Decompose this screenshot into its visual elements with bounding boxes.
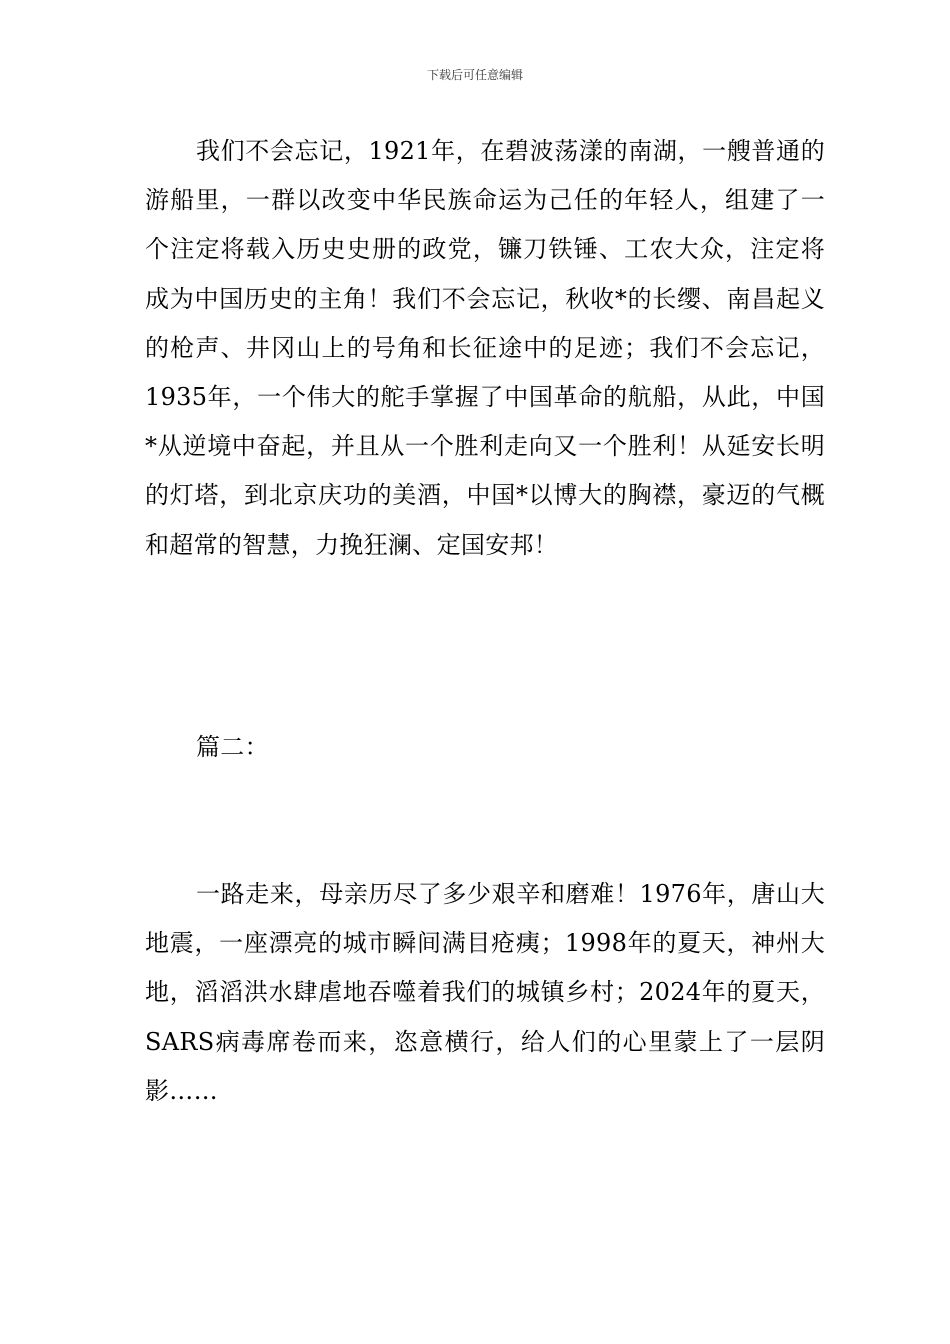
body-section-1 xyxy=(145,127,825,570)
body-section-2 xyxy=(145,870,825,1116)
paragraph-1: 我们不会忘记，1921年，在碧波荡漾的南湖，一艘普通的游船里，一群以改变中华民族命运为己任的年轻人，组建了一个注定将载入历史史册的政党，镰刀铁锤、工农大众，注定将成为中国历史的主角！我们不会忘记，秋收*的长缨、南昌起义的枪声、井冈山上的号角和长征途中的足迹；我们不会忘记，1935年，一个伟大的舵手掌握了中国革命的航船，从此，中国*从逆境中奋起，并且从一个胜利走向又一个胜利！从延安长明的灯塔，到北京庆功的美酒，中国*以博大的胸襟，豪迈的气概和超常的智慧，力挽狂澜、定国安邦！ xyxy=(145,137,825,559)
section-heading: 篇二： xyxy=(196,733,269,761)
page-header: 下载后可任意编辑 xyxy=(426,68,523,82)
paragraph-2: 一路走来，母亲历尽了多少艰辛和磨难！1976年，唐山大地震，一座漂亮的城市瞬间满目疮痍；1998年的夏天，神州大地，滔滔洪水肆虐地吞噬着我们的城镇乡村；2024年的夏天，SARS病毒席卷而来，恣意横行，给人们的心里蒙上了一层阴影…… xyxy=(145,880,825,1105)
section-heading-block xyxy=(145,723,825,772)
